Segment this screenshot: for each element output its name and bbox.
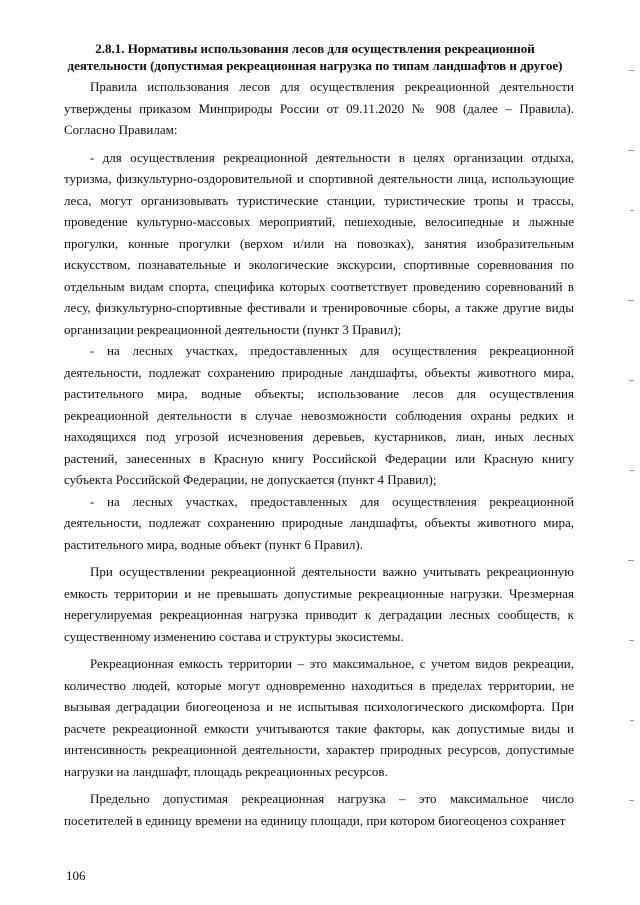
paragraph: Рекреационная емкость территории – это максимальное, с учетом видов рекреации, количество людей, которые могут одновременно находиться в пределах территории, не вызывая деградации биогеоценоза и не испытывая психологического дискомфорта. При расчете рекреационной емкости учитываются такие факторы, как допустимые виды и интенсивность рекреационной деятельности, характер природных ресурсов, допустимые нагрузки на ландшафт, площадь рекреационных ресурсов. bbox=[64, 656, 574, 779]
paragraph: - на лесных участках, предоставленных для осуществления рекреационной деятельности, подлежат сохранению природные ландшафты, объекты животного мира, растительного мира, водные объект (пункт 6 Правил). bbox=[64, 493, 574, 552]
scan-margin-marks bbox=[620, 0, 640, 905]
page-number: 106 bbox=[66, 868, 86, 883]
body-text bbox=[64, 76, 574, 837]
paragraph: - на лесных участках, предоставленных для осуществления рекреационной деятельности, подлежат сохранению природные ландшафты, объекты животного мира, растительного мира, водные объекты; использование лесов для осуществления рекреационной деятельности в случае невозможности соблюдения охраны редких и находящихся под угрозой исчезновения деревьев, кустарников, лиан, иных лесных растений, занесенных в Красную книгу Российской Федерации или Красную книгу субъекта Российской Федерации, не допускается (пункт 4 Правил); bbox=[64, 343, 574, 487]
paragraph: Предельно допустимая рекреационная нагрузка – это максимальное число посетителей в единицу времени на единицу площади, при котором биогеоценоз сохраняет bbox=[64, 791, 574, 828]
paragraph: - для осуществления рекреационной деятельности в целях организации отдыха, туризма, физкультурно-оздоровительной и спортивной деятельности лица, использующие леса, могут организовывать туристические станции, туристические тропы и трассы, проведение культурно-массовых мероприятий, пешеходные, велосипедные и лыжные прогулки, конные прогулки (верхом и/или на повозках), занятия изобразительным искусством, познавательные и экологические экскурсии, спортивные соревнования по отдельным видам спорта, специфика которых соответствует проведению соревнований в лесу, физкультурно-спортивные фестивали и тренировочные сборы, а также другие виды организации рекреационной деятельности (пункт 3 Правил); bbox=[64, 149, 574, 337]
paragraph: Правила использования лесов для осуществления рекреационной деятельности утверждены приказом Минприроды России от 09.11.2020 № 908 (далее – Правила). Согласно Правилам: bbox=[64, 79, 574, 137]
section-heading: 2.8.1. Нормативы использования лесов для осуществления рекреационной деятельности (допустимая рекреационная нагрузка по типам ландшафтов и другое) bbox=[67, 41, 563, 73]
paragraph: При осуществлении рекреационной деятельности важно учитывать рекреационную емкость территории и не превышать допустимые рекреационные нагрузки. Чрезмерная нерегулируемая рекреационная нагрузка приводит к деградации лесных сообществ, к существенному изменению состава и структуры экосистемы. bbox=[64, 564, 574, 644]
